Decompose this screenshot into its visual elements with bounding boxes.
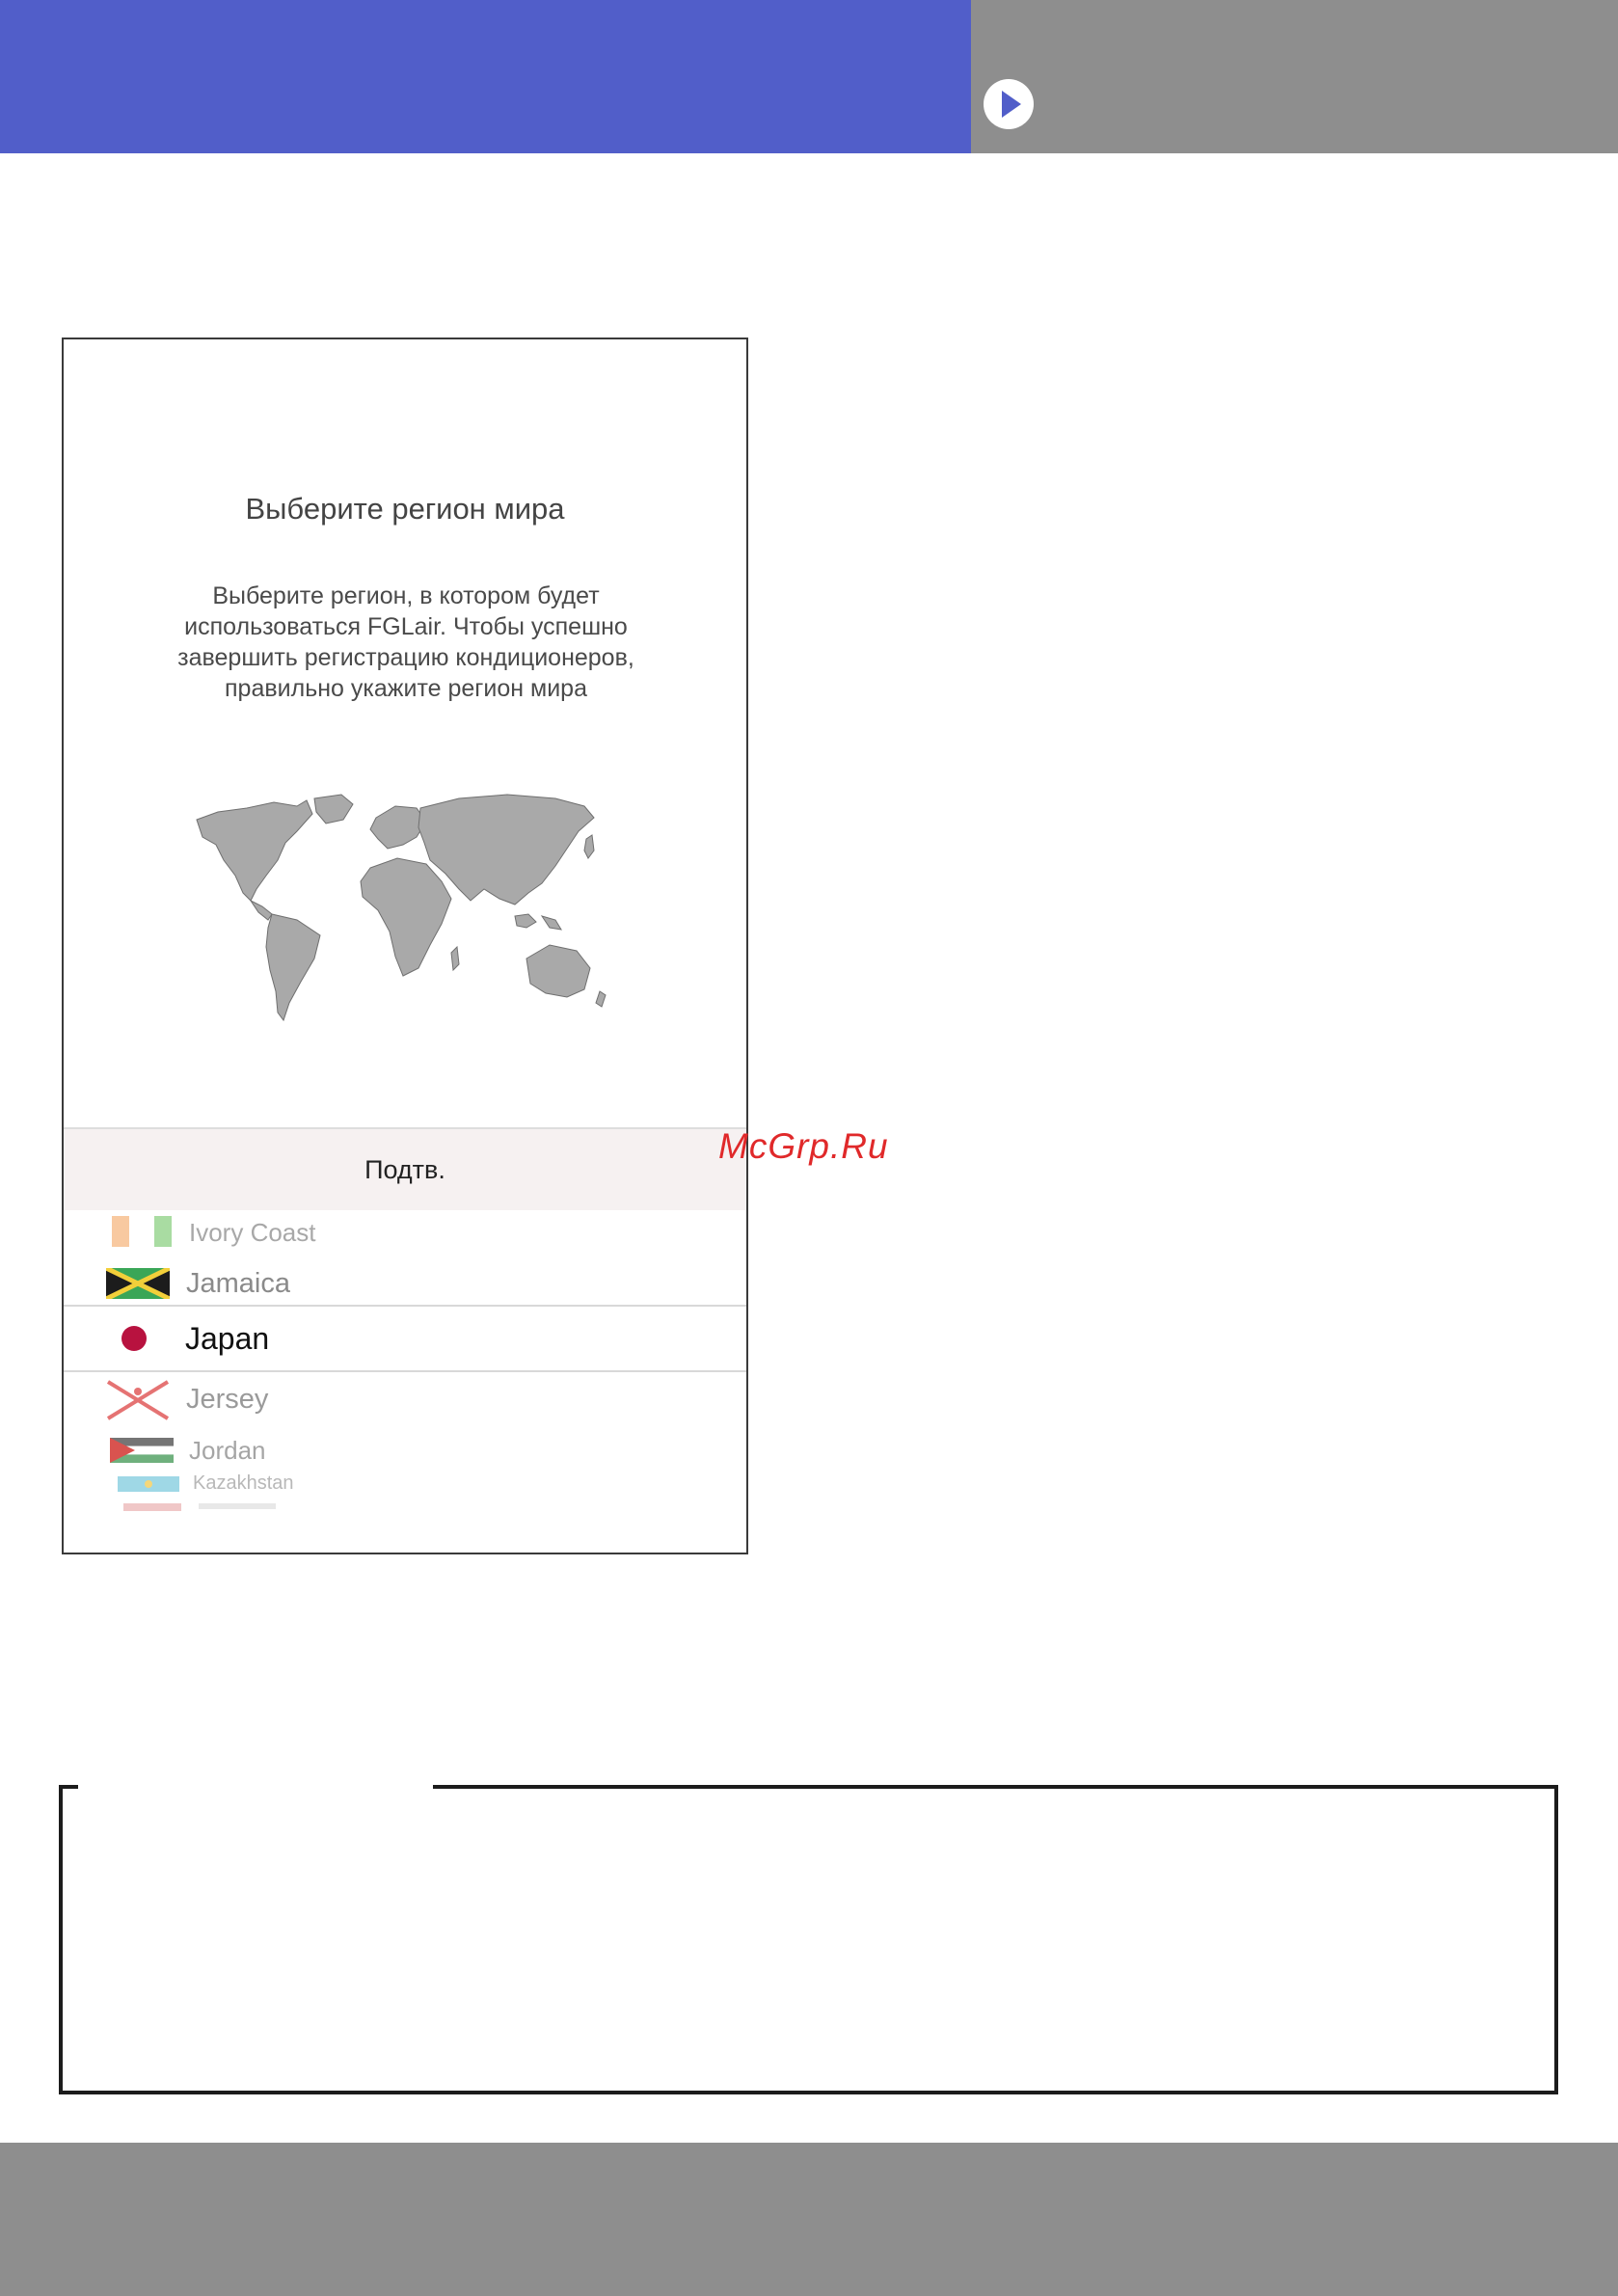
- note-box: [59, 1785, 1558, 2094]
- country-name: Jamaica: [186, 1268, 290, 1299]
- screen-description: Выберите регион, в котором будет использоваться FGLair. Чтобы успешно завершить регистрацию кондиционеров, правильно укажите регион мира: [177, 582, 634, 702]
- note-box-top-edge-right: [433, 1785, 1554, 1789]
- header-accent-bar: [0, 0, 971, 153]
- region-picker[interactable]: [64, 1208, 746, 1553]
- jersey-flag: [106, 1380, 170, 1420]
- world-map-icon: [189, 793, 633, 1029]
- faded-country-name: [199, 1503, 276, 1509]
- list-item-selected[interactable]: [64, 1309, 746, 1368]
- selection-divider-top: [64, 1305, 746, 1307]
- list-item[interactable]: [64, 1378, 746, 1420]
- list-item[interactable]: [64, 1214, 746, 1249]
- selection-divider-bottom: [64, 1370, 746, 1372]
- note-box-top-edge-left: [59, 1785, 78, 1789]
- list-item-faded: [64, 1501, 746, 1515]
- play-circle-icon: [983, 78, 1035, 130]
- country-name: Jordan: [189, 1436, 266, 1465]
- kazakhstan-flag: [118, 1476, 179, 1492]
- ivory-coast-flag: [110, 1216, 174, 1247]
- faded-flag: [123, 1503, 181, 1511]
- screen-title: Выберите регион мира: [245, 492, 565, 526]
- country-name: Kazakhstan: [193, 1472, 294, 1494]
- confirm-button[interactable]: Подтв.: [64, 1127, 746, 1210]
- list-item[interactable]: [64, 1472, 746, 1499]
- country-name: Jersey: [186, 1384, 269, 1415]
- list-item[interactable]: [64, 1264, 746, 1301]
- jamaica-flag: [106, 1268, 170, 1299]
- country-name: Japan: [185, 1321, 270, 1356]
- watermark: McGrp.Ru: [718, 1126, 889, 1166]
- footer-bar: [0, 2143, 1618, 2296]
- header-gray-bar: [971, 0, 1618, 153]
- japan-flag: [120, 1324, 148, 1353]
- app-screenshot: [62, 338, 748, 1554]
- list-item[interactable]: [64, 1434, 746, 1467]
- jordan-flag: [110, 1438, 174, 1463]
- country-name: Ivory Coast: [189, 1218, 316, 1247]
